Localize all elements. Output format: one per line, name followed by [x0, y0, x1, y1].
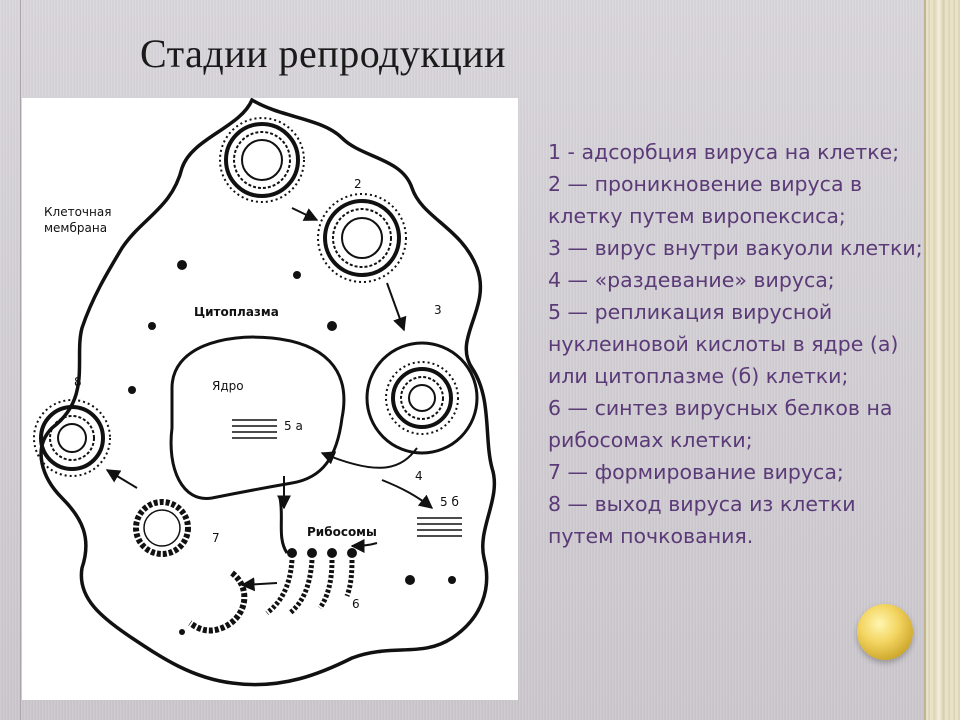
virus-stage-3: [367, 343, 477, 453]
virus-reproduction-diagram: [22, 98, 518, 700]
slide-title: Стадии репродукции: [140, 31, 507, 76]
label-nucleus: Ядро: [212, 379, 244, 393]
protein-bead-chains: [267, 560, 352, 613]
ribosome-chains: [287, 548, 357, 558]
nucleus-outline: [171, 337, 344, 498]
organelle-dots: [128, 260, 456, 635]
decorative-side-strip: [924, 0, 960, 720]
nucleic-acid-5b: [417, 518, 462, 536]
label-ribosomes: Рибосомы: [307, 525, 377, 539]
legend-item-4: 4 — «раздевание» вируса;: [548, 268, 835, 292]
cell-membrane: [41, 100, 494, 685]
label-stage-6: 6: [352, 597, 360, 611]
virus-stage-2: [318, 194, 406, 282]
label-stage-5b: 5 б: [440, 495, 459, 509]
legend-item-6: 6 — синтез вирусных белков на рибосомах клетки;: [548, 396, 893, 452]
legend-item-3: 3 — вирус внутри вакуоли клетки;: [548, 236, 923, 260]
label-stage-4: 4: [415, 469, 423, 483]
forming-capsid-arc: [190, 573, 244, 631]
label-membrane-line1: Клеточная: [44, 205, 112, 219]
label-stage-5a: 5 а: [284, 419, 303, 433]
label-cytoplasm: Цитоплазма: [194, 305, 279, 319]
legend-item-2: 2 — проникновение вируса в клетку путем виропексиса;: [548, 172, 863, 228]
label-stage-2: 2: [354, 177, 362, 191]
label-stage-7: 7: [212, 531, 220, 545]
stages-legend: [548, 136, 926, 552]
nucleic-acid-5a: [232, 420, 277, 438]
process-arrows: [107, 208, 432, 585]
legend-item-5: 5 — репликация вирусной нуклеиновой кислоты в ядре (а) или цитоплазме (б) клетки;: [548, 300, 899, 388]
decorative-gold-orb: [857, 604, 913, 660]
virus-stage-7: [136, 502, 188, 554]
legend-item-8: 8 — выход вируса из клетки путем почкования.: [548, 492, 856, 548]
virus-stage-1: [220, 118, 304, 202]
label-stage-8: 8: [74, 375, 82, 389]
legend-item-1: 1 - адсорбция вируса на клетке;: [548, 140, 900, 164]
label-stage-3: 3: [434, 303, 442, 317]
legend-item-7: 7 — формирование вируса;: [548, 460, 844, 484]
label-membrane-line2: мембрана: [44, 221, 108, 235]
